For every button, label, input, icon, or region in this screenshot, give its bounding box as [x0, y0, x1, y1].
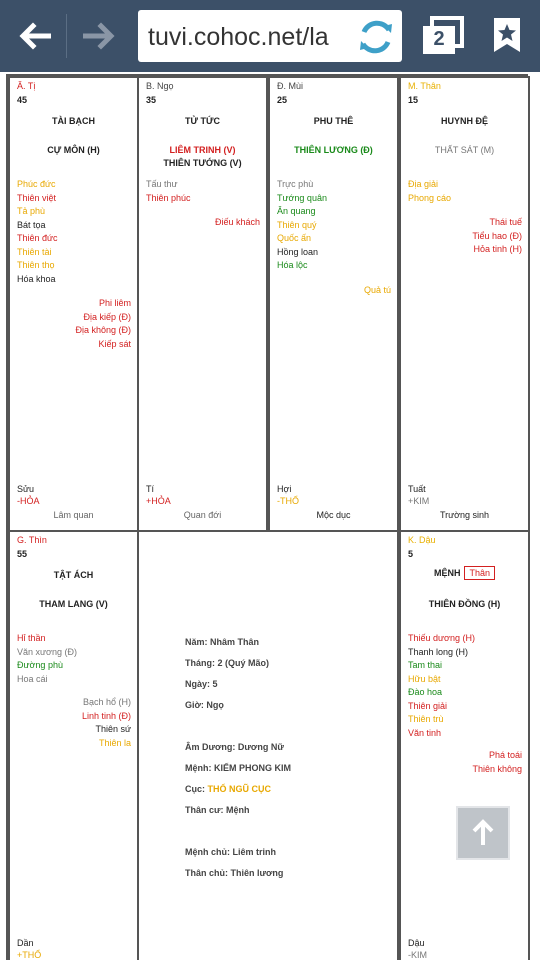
- info-year: Năm: Nhâm Thân: [185, 637, 260, 647]
- info-menh: Mệnh: KIẾM PHONG KIM: [185, 763, 291, 773]
- info-thanchu: Thân chủ: Thiên lương: [185, 868, 284, 878]
- tuvi-chart: [6, 74, 528, 960]
- tab-count[interactable]: 2: [433, 28, 445, 50]
- url-text[interactable]: tuvi.cohoc.net/la: [148, 23, 329, 51]
- cell-number: 5: [408, 549, 414, 559]
- browser-toolbar: [0, 0, 540, 72]
- star: Thiên sứ: [95, 724, 131, 734]
- star: Kiếp sát: [98, 338, 131, 349]
- cell-number: 15: [408, 95, 419, 105]
- scroll-to-top-button[interactable]: [456, 806, 510, 860]
- star: Tam thai: [408, 660, 443, 670]
- minor-stars-left: [146, 178, 191, 205]
- palace-cell-dau: [399, 530, 530, 960]
- forward-button[interactable]: [82, 18, 118, 54]
- palace-label: MỆNH: [433, 568, 461, 578]
- star: Hóa lộc: [277, 260, 308, 270]
- main-star: [270, 144, 397, 157]
- minor-stars-right: [75, 297, 131, 351]
- forward-arrow-icon: [83, 21, 117, 51]
- than-tag: Thân: [464, 566, 495, 580]
- bottom-branch: Tí: [146, 484, 154, 494]
- cell-branch: M. Thân: [408, 81, 441, 91]
- back-arrow-icon: [17, 21, 51, 51]
- main-star-text: THẤT SÁT (M): [434, 145, 495, 155]
- cell-branch: Đ. Mùi: [277, 81, 304, 91]
- cell-element: -THỔ: [277, 496, 299, 506]
- star: Thiên tài: [17, 246, 52, 257]
- star: Quốc ấn: [277, 233, 312, 243]
- minor-stars-left: [17, 632, 77, 686]
- main-star: [401, 144, 528, 157]
- star: Văn xương (Đ): [17, 646, 77, 657]
- main-star: CỰ MÔN (H): [47, 145, 100, 155]
- palace-name: HUYNH ĐỆ: [440, 116, 488, 126]
- star: Phá toái: [488, 750, 522, 760]
- birth-info: [185, 632, 291, 884]
- palace-cell-ngo: [137, 76, 268, 532]
- main-star: [139, 144, 266, 170]
- cell-element: -KIM: [408, 950, 427, 960]
- cell-branch: G. Thìn: [17, 535, 47, 545]
- star: Hỏa tinh (H): [473, 244, 522, 254]
- star: Tướng quân: [277, 192, 327, 203]
- minor-stars-right: [215, 216, 260, 230]
- star: Phong cáo: [408, 192, 452, 203]
- cell-element: +HỎA: [146, 496, 171, 506]
- star: Linh tinh (Đ): [81, 710, 131, 721]
- star: Tả phù: [17, 206, 46, 216]
- star: Thiếu dương (H): [408, 633, 475, 643]
- star: Bát tọa: [17, 219, 46, 230]
- bookmark-icon[interactable]: [492, 16, 522, 54]
- star: Đào hoa: [408, 687, 443, 697]
- star: Hồng loan: [277, 246, 319, 257]
- info-hour: Giờ: Ngọ: [185, 700, 224, 710]
- bottom-branch: Sửu: [17, 484, 35, 494]
- star: Thiên trù: [408, 714, 444, 724]
- star: Thiên thọ: [17, 260, 55, 270]
- cell-number: 45: [17, 95, 28, 105]
- palace-name: TỬ TỨC: [185, 116, 220, 126]
- star: Địa giải: [408, 179, 439, 189]
- palace-name: PHU THÊ: [313, 116, 354, 126]
- star: Trực phù: [277, 179, 314, 189]
- star: Thanh long (H): [408, 646, 469, 657]
- main-star-2: THIÊN TƯỚNG (V): [163, 158, 242, 168]
- info-day: Ngày: 5: [185, 679, 218, 689]
- info-cuc: [185, 779, 291, 800]
- star: Hoa cái: [17, 673, 48, 684]
- star: Thái tuế: [489, 217, 522, 227]
- star: Văn tinh: [408, 727, 442, 738]
- star: Hữu bật: [408, 673, 441, 684]
- info-thancu: Thân cư: Mệnh: [185, 805, 250, 815]
- cell-number: 35: [146, 95, 157, 105]
- palace-cell-thin: [8, 530, 139, 960]
- palace-name: [401, 566, 528, 580]
- cell-element: +THỔ: [17, 950, 42, 960]
- cell-number: 25: [277, 95, 288, 105]
- cell-phase: Quan đới: [183, 510, 222, 520]
- bottom-branch: Dậu: [408, 938, 425, 948]
- minor-stars-left: [408, 178, 451, 205]
- palace-cell-ti: [8, 76, 139, 532]
- palace-name: TÀI BẠCH: [52, 116, 95, 126]
- toolbar-separator: [66, 14, 67, 58]
- minor-stars-left: [17, 178, 58, 286]
- cell-branch: Ă. Tị: [17, 81, 36, 91]
- info-month: Tháng: 2 (Quý Mão): [185, 658, 269, 668]
- bottom-branch: Dần: [17, 938, 34, 948]
- main-star-1: LIÊM TRINH (V): [169, 145, 236, 155]
- cell-branch: K. Dậu: [408, 535, 436, 545]
- cell-branch: B. Ngọ: [146, 81, 174, 91]
- cell-element: -HỎA: [17, 496, 40, 506]
- star: Điếu khách: [214, 217, 260, 227]
- star: Hóa khoa: [17, 273, 56, 284]
- arrow-up-icon: [468, 818, 498, 848]
- main-star: THAM LANG (V): [39, 599, 108, 609]
- star: Ân quang: [277, 206, 316, 216]
- minor-stars-right: [472, 216, 522, 257]
- star: Thiên việt: [17, 192, 57, 203]
- star: Địa kiếp (Đ): [83, 311, 131, 322]
- palace-cell-mui: [268, 76, 399, 532]
- star: Bạch hổ (H): [82, 697, 131, 707]
- minor-stars-right: [82, 696, 131, 750]
- star: Phi liêm: [98, 298, 131, 308]
- star: Đường phù: [17, 660, 63, 670]
- star: Thiên không: [472, 763, 522, 774]
- star: Thiên đức: [17, 233, 58, 243]
- star: Thiên giải: [408, 700, 448, 711]
- minor-stars-right: [472, 749, 522, 776]
- main-star-text: THIÊN LƯƠNG (Đ): [294, 145, 373, 155]
- star: Tấu thư: [146, 179, 178, 189]
- reload-icon[interactable]: [356, 18, 396, 56]
- bottom-branch: Tuất: [408, 484, 426, 494]
- cell-phase: Mộc dục: [316, 510, 351, 520]
- palace-cell-than: [399, 76, 530, 532]
- info-cuc-value: THỔ NGŨ CỤC: [207, 784, 272, 794]
- star: Hỉ thần: [17, 633, 46, 643]
- star: Thiên phúc: [146, 192, 191, 203]
- cell-number: 55: [17, 549, 28, 559]
- minor-stars-right: [364, 284, 391, 298]
- center-info-panel: [137, 530, 399, 960]
- star: Thiên la: [98, 737, 131, 748]
- bottom-branch: Hợi: [277, 484, 292, 494]
- back-button[interactable]: [16, 18, 52, 54]
- cell-phase: Trường sinh: [439, 510, 490, 520]
- star: Địa không (Đ): [75, 325, 131, 335]
- star: Tiểu hao (Đ): [472, 230, 522, 241]
- info-cuc-label: Cục:: [185, 784, 205, 794]
- star: Quả tú: [363, 285, 391, 295]
- cell-element: +KIM: [408, 496, 430, 506]
- star: Thiên quý: [277, 219, 317, 230]
- url-bar[interactable]: [138, 10, 402, 62]
- info-menhchu: Mệnh chủ: Liêm trinh: [185, 847, 276, 857]
- main-star: THIÊN ĐỒNG (H): [428, 599, 501, 609]
- cell-phase: Lâm quan: [53, 510, 94, 520]
- minor-stars-left: [277, 178, 327, 273]
- palace-name: TẬT ÁCH: [53, 570, 94, 580]
- star: Phúc đức: [17, 179, 56, 189]
- minor-stars-left: [408, 632, 475, 740]
- info-amduong: Âm Dương: Dương Nữ: [185, 742, 284, 752]
